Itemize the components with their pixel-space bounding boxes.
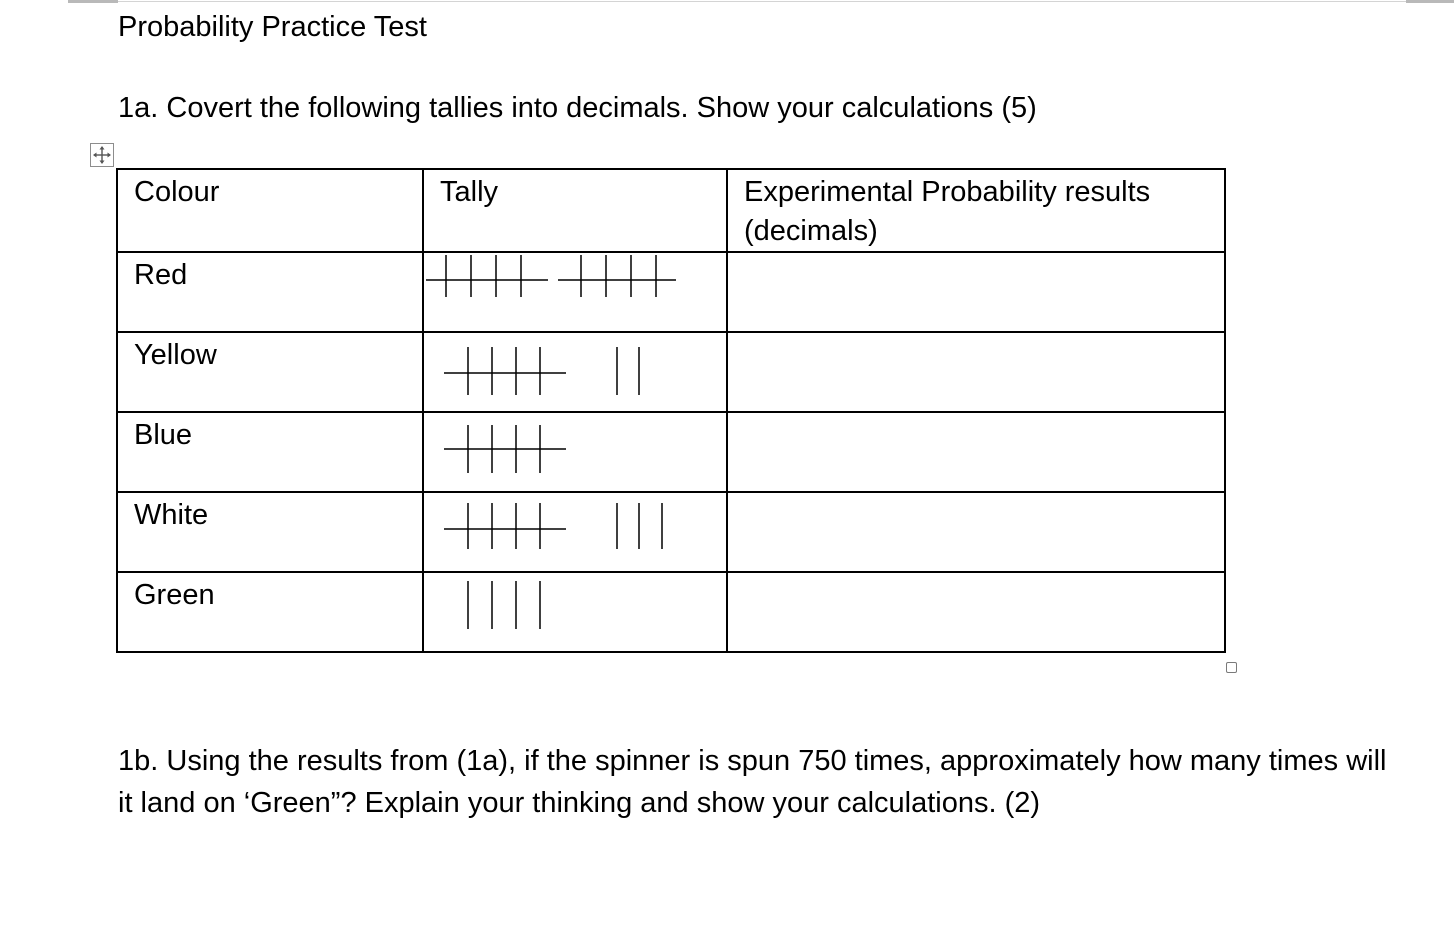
tally-marks-red bbox=[424, 253, 728, 331]
tally-cell[interactable] bbox=[423, 252, 727, 332]
header-cell[interactable] bbox=[117, 169, 423, 252]
table-row bbox=[117, 332, 1225, 412]
tally-marks-green bbox=[424, 573, 728, 651]
header-colour: Colour bbox=[134, 176, 220, 208]
tally-cell[interactable] bbox=[423, 412, 727, 492]
header-tally: Tally bbox=[440, 176, 499, 208]
right-margin-marker bbox=[1406, 0, 1454, 3]
colour-label: Yellow bbox=[134, 339, 217, 371]
page-top-edge bbox=[118, 1, 1406, 2]
colour-cell[interactable] bbox=[117, 332, 423, 412]
table-row bbox=[117, 572, 1225, 652]
question-1a: 1a. Covert the following tallies into decimals. Show your calculations (5) bbox=[118, 92, 1037, 124]
tally-table bbox=[116, 168, 1226, 653]
result-value bbox=[728, 333, 1224, 336]
table-header-row bbox=[117, 169, 1225, 252]
table-resize-handle-icon[interactable] bbox=[1226, 662, 1237, 673]
result-value bbox=[728, 573, 1224, 576]
table-row bbox=[117, 492, 1225, 572]
table-row bbox=[117, 412, 1225, 492]
header-cell[interactable] bbox=[727, 169, 1225, 252]
result-cell[interactable] bbox=[727, 252, 1225, 332]
tally-marks-white bbox=[424, 493, 728, 571]
table-row bbox=[117, 252, 1225, 332]
header-cell[interactable] bbox=[423, 169, 727, 252]
tally-marks-blue bbox=[424, 413, 728, 491]
left-margin-marker bbox=[68, 0, 118, 3]
header-results: Experimental Probability results (decimals) bbox=[744, 176, 1151, 247]
result-value bbox=[728, 493, 1224, 496]
colour-cell[interactable] bbox=[117, 572, 423, 652]
colour-cell[interactable] bbox=[117, 412, 423, 492]
table-move-handle-icon[interactable] bbox=[90, 143, 114, 167]
question-1b: 1b. Using the results from (1a), if the spinner is spun 750 times, approximately how many times will it land on ‘Green”? Explain your thinking and show your calculations. (2) bbox=[118, 745, 1387, 819]
tally-cell[interactable] bbox=[423, 492, 727, 572]
result-cell[interactable] bbox=[727, 572, 1225, 652]
colour-label: White bbox=[134, 499, 209, 531]
tally-cell[interactable] bbox=[423, 572, 727, 652]
colour-cell[interactable] bbox=[117, 252, 423, 332]
result-cell[interactable] bbox=[727, 332, 1225, 412]
tally-marks-yellow bbox=[424, 333, 728, 411]
page-title: Probability Practice Test bbox=[118, 11, 427, 43]
result-cell[interactable] bbox=[727, 492, 1225, 572]
colour-cell[interactable] bbox=[117, 492, 423, 572]
result-value bbox=[728, 253, 1224, 256]
colour-label: Green bbox=[134, 579, 215, 611]
result-value bbox=[728, 413, 1224, 416]
result-cell[interactable] bbox=[727, 412, 1225, 492]
colour-label: Red bbox=[134, 259, 188, 291]
colour-label: Blue bbox=[134, 419, 193, 451]
tally-cell[interactable] bbox=[423, 332, 727, 412]
